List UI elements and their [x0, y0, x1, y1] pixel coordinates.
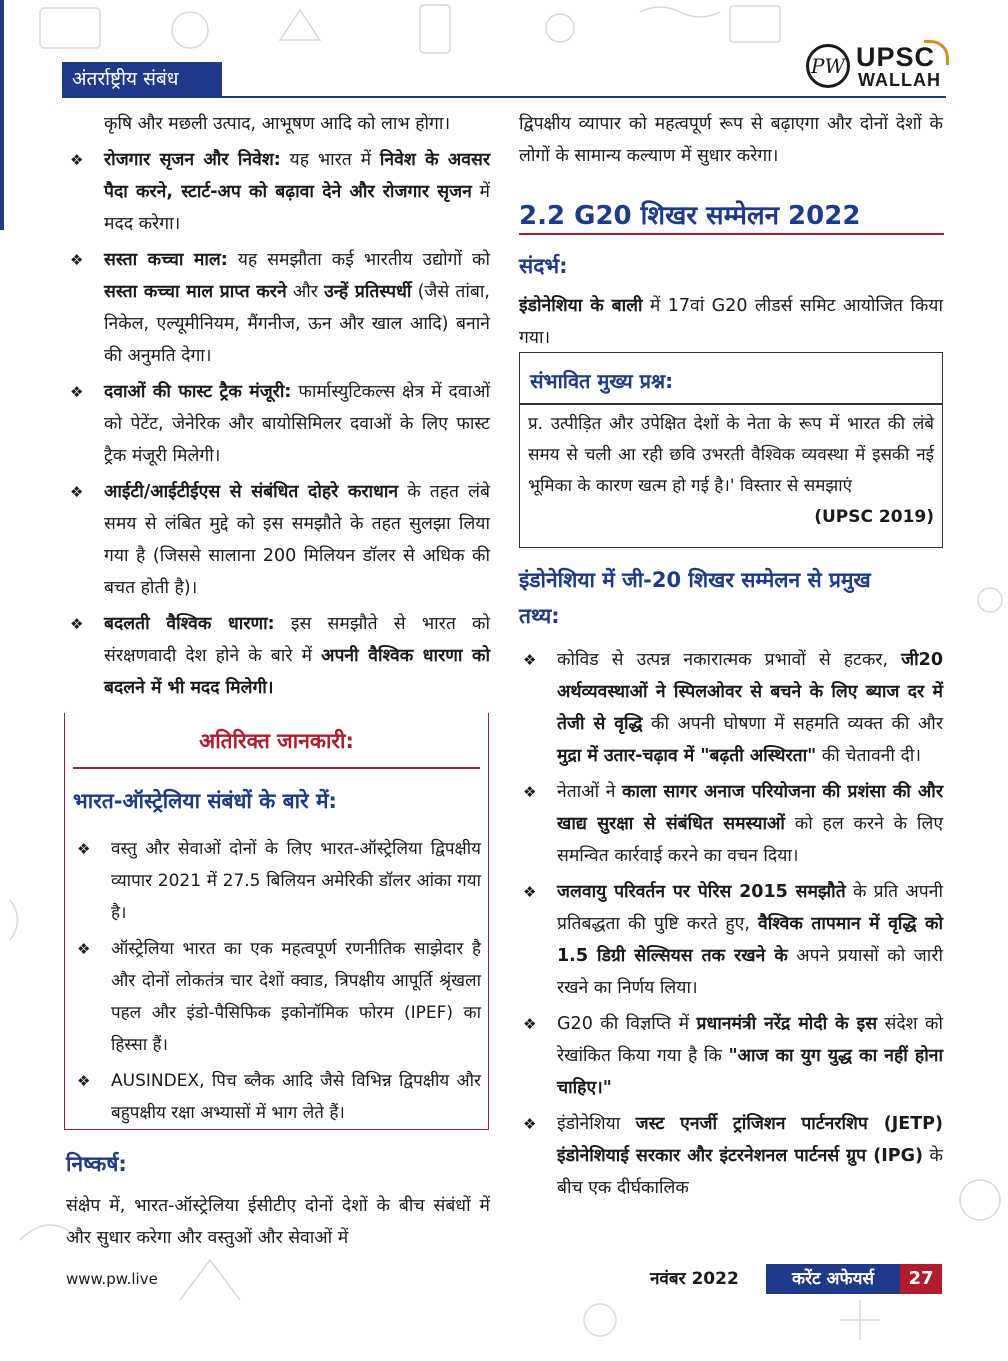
diamond-bullet-icon: ❖ — [523, 883, 537, 901]
bullet-text: की चेतावनी दी। — [816, 746, 921, 766]
bullet-heading: बदलती वैश्विक धारणा: — [104, 614, 275, 634]
left-intro: कृषि और मछली उत्पाद, आभूषण आदि को लाभ होगा। — [104, 114, 451, 134]
list-item — [66, 376, 490, 472]
list-item — [73, 933, 481, 1061]
diamond-bullet-icon: ❖ — [77, 840, 91, 858]
question-box-body — [528, 409, 934, 533]
bullet-text: (जैसे तांबा, निकेल, एल्यूमीनियम, मैंगनीज, ऊन और खाल आदि) बनाने की अनुमति देगा। — [104, 282, 490, 366]
pw-logo-mark: PW — [806, 44, 850, 88]
bullet-heading: सस्ता कच्चा माल: — [104, 250, 228, 270]
bullet-text: वस्तु और सेवाओं दोनों के लिए भारत-ऑस्ट्रेलिया द्विपक्षीय व्यापार 2021 में 27.5 बिलियन अमेरिकी डॉलर आंका गया है। — [111, 839, 481, 923]
diamond-bullet-icon: ❖ — [523, 1015, 537, 1033]
logo-wallah-text: WALLAH — [858, 70, 941, 90]
diamond-bullet-icon: ❖ — [70, 483, 84, 501]
diamond-bullet-icon: ❖ — [70, 615, 84, 633]
context-text — [519, 290, 943, 354]
section-title-rule — [519, 233, 944, 235]
page-number: 27 — [900, 1264, 942, 1294]
diamond-bullet-icon: ❖ — [70, 251, 84, 269]
list-item — [66, 144, 490, 240]
diamond-bullet-icon: ❖ — [77, 1072, 91, 1090]
question-box-rule — [520, 403, 942, 405]
bullet-heading: रोजगार सृजन और निवेश: — [104, 150, 281, 170]
question-source: (UPSC 2019) — [814, 507, 934, 527]
header-rule — [62, 96, 946, 98]
question-text: प्र. उत्पीड़ित और उपेक्षित देशों के नेता के रूप में भारत की लंबे समय से चली आ रही छवि उभरती वैश्विक व्यवस्था में इसकी नई भूमिका के कारण खत्म हो गई है।' विस्तार से समझाएं — [528, 414, 934, 496]
facts-section — [519, 562, 943, 1208]
bullet-emphasis: मुद्रा में उतार-चढ़ाव में "बढ़ती अस्थिरता" — [557, 746, 817, 766]
diamond-bullet-icon: ❖ — [70, 383, 84, 401]
bullet-text: को हल करने के लिए समन्वित कार्रवाई करने का वचन दिया। — [557, 814, 943, 866]
bullet-heading: दवाओं की फास्ट ट्रैक मंजूरी: — [104, 382, 292, 402]
footer-url[interactable]: www.pw.live — [66, 1270, 158, 1288]
bullet-emphasis: प्रधानमंत्री नरेंद्र मोदी के इस — [696, 1014, 878, 1034]
bullet-text: G20 की विज्ञप्ति में — [557, 1014, 697, 1034]
conclusion-section — [66, 1148, 490, 1254]
bullet-emphasis: अपनी वैश्विक धारणा को बदलने में भी मदद मिलेगी। — [104, 646, 491, 698]
section-title: 2.2 G20 शिखर सम्मेलन 2022 — [519, 201, 861, 231]
bullet-text: कोविड से उत्पन्न नकारात्मक प्रभावों से हटकर, — [557, 650, 902, 670]
bullet-emphasis: जस्ट एनर्जी ट्रांजिशन पार्टनरशिप (JETP) इंडोनेशियाई सरकार और इंटरनेशनल पार्टनर्स ग्रुप (IPG) — [557, 1114, 943, 1166]
infobox-rule — [73, 767, 480, 769]
bullet-text: यह भारत में — [280, 150, 380, 170]
right-intro-block — [519, 108, 943, 172]
logo-upsc-text: UPSC — [856, 42, 936, 72]
additional-info-box — [64, 713, 489, 1130]
upsc-wallah-logo — [806, 40, 946, 94]
context-body: में 17वां G20 लीडर्स समिट आयोजित किया गया। — [519, 296, 943, 348]
bullet-text: यह समझौता कई भारतीय उद्योगों को — [227, 250, 490, 270]
list-item — [66, 608, 490, 704]
infobox-list — [73, 833, 481, 1133]
question-box-title: संभावित मुख्य प्रश्न: — [530, 369, 674, 393]
bullet-text: संदेश को रेखांकित किया गया है कि — [557, 1014, 943, 1066]
conclusion-text: संक्षेप में, भारत-ऑस्ट्रेलिया ईसीटीए दोनों देशों के बीच संबंधों में और सुधार करेगा और वस्तुओं और सेवाओं में — [66, 1196, 490, 1248]
bullet-text: के तहत लंबे समय से लंबित मुद्दे को इस समझौते के तहत सुलझा लिया गया है (जिससे सालाना 200 मिलियन डॉलर से अधिक की बचत होती है)। — [104, 482, 490, 598]
list-item — [519, 1008, 943, 1104]
list-item — [73, 1065, 481, 1129]
bullet-heading: आईटी/आईटीईएस से संबंधित दोहरे कराधान — [104, 482, 399, 502]
bullet-emphasis: जी20 अर्थव्यवस्थाओं ने स्पिलओवर से बचने के लिए ब्याज दर में तेजी से वृद्धि — [557, 650, 943, 734]
bullet-text: इंडोनेशिया — [557, 1114, 636, 1134]
bullet-text: इस समझौते से भारत को संरक्षणवादी देश होने के बारे में — [104, 614, 490, 666]
list-item — [519, 644, 943, 772]
infobox-heading: भारत-ऑस्ट्रेलिया संबंधों के बारे में: — [73, 789, 337, 813]
bullet-emphasis: सस्ता कच्चा माल प्राप्त करने — [104, 282, 287, 302]
left-column — [66, 108, 490, 708]
probable-question-box — [519, 352, 943, 548]
diamond-bullet-icon: ❖ — [523, 651, 537, 669]
bullet-emphasis: "आज का युग युद्ध का नहीं होना चाहिए।" — [557, 1046, 943, 1098]
right-intro: द्विपक्षीय व्यापार को महत्वपूर्ण रूप से बढ़ाएगा और दोनों देशों के लोगों के सामान्य कल्याण में सुधार करेगा। — [519, 114, 943, 166]
bullet-text: की अपनी घोषणा में सहमति व्यक्त की और — [642, 714, 943, 734]
bullet-emphasis: उन्हें प्रतिस्पर्धी — [324, 282, 412, 302]
bullet-text: AUSINDEX, पिच ब्लैक आदि जैसे विभिन्न द्विपक्षीय और बहुपक्षीय रक्षा अभ्यासों में भाग लेते हैं। — [111, 1071, 481, 1123]
conclusion-heading: निष्कर्ष: — [66, 1152, 127, 1176]
bullet-text: अपने प्रयासों को जारी रखने का निर्णय लिया। — [557, 946, 943, 998]
bullet-text: और — [286, 282, 325, 302]
context-emphasis: इंडोनेशिया के बाली — [519, 296, 643, 316]
list-item — [519, 1108, 943, 1204]
bullet-emphasis: वैश्विक तापमान में वृद्धि को 1.5 डिग्री सेल्सियस तक रखने के — [557, 914, 943, 966]
bullet-text: नेताओं ने — [557, 782, 623, 802]
footer-issue-month: नवंबर 2022 — [650, 1269, 739, 1289]
context-block — [519, 250, 943, 354]
diamond-bullet-icon: ❖ — [523, 1115, 537, 1133]
list-item — [73, 833, 481, 929]
diamond-bullet-icon: ❖ — [70, 151, 84, 169]
bullet-text: के बीच एक दीर्घकालिक — [557, 1146, 943, 1198]
bullet-emphasis: जलवायु परिवर्तन पर पेरिस 2015 समझौते — [557, 882, 846, 902]
bullet-text: के प्रति अपनी प्रतिबद्धता की पुष्टि करते हुए, — [557, 882, 943, 934]
infobox-title: अतिरिक्त जानकारी: — [199, 729, 354, 753]
bullet-emphasis: काला सागर अनाज परियोजना की प्रशंसा की और खाद्य सुरक्षा से संबंधित समस्याओं — [557, 782, 943, 834]
diamond-bullet-icon: ❖ — [523, 783, 537, 801]
list-item — [519, 776, 943, 872]
bullet-text: ऑस्ट्रेलिया भारत का एक महत्वपूर्ण रणनीतिक साझेदार है और दोनों लोकतंत्र चार देशों क्वाड, त्रिपक्षीय आपूर्ति श्रृंखला पहल और इंडो-पैसिफिक इकोनॉमिक फोरम (IPEF) का हिस्सा हैं। — [111, 939, 481, 1055]
bullet-emphasis: निवेश के अवसर पैदा करने, स्टार्ट-अप को बढ़ावा देने और रोजगार सृजन — [104, 150, 490, 202]
list-item — [66, 476, 490, 604]
footer-section-label: करेंट अफेयर्स — [766, 1264, 900, 1294]
bullet-text: में मदद करेगा। — [104, 182, 490, 234]
left-accent-bar — [0, 0, 4, 230]
diamond-bullet-icon: ❖ — [77, 940, 91, 958]
logo-swoosh-icon — [924, 40, 949, 65]
list-item — [66, 244, 490, 372]
section-tag: अंतर्राष्ट्रीय संबंध — [62, 62, 222, 96]
bullet-text: फार्मास्युटिकल्स क्षेत्र में दवाओं को पेटेंट, जेनेरिक और बायोसिमिलर दवाओं के लिए फास्ट ट्रैक मंजूरी मिलेगी। — [104, 382, 490, 466]
context-heading: संदर्भ: — [519, 254, 568, 278]
list-item — [519, 876, 943, 1004]
facts-heading: इंडोनेशिया में जी-20 शिखर सम्मेलन से प्रमुख तथ्य: — [519, 568, 871, 628]
